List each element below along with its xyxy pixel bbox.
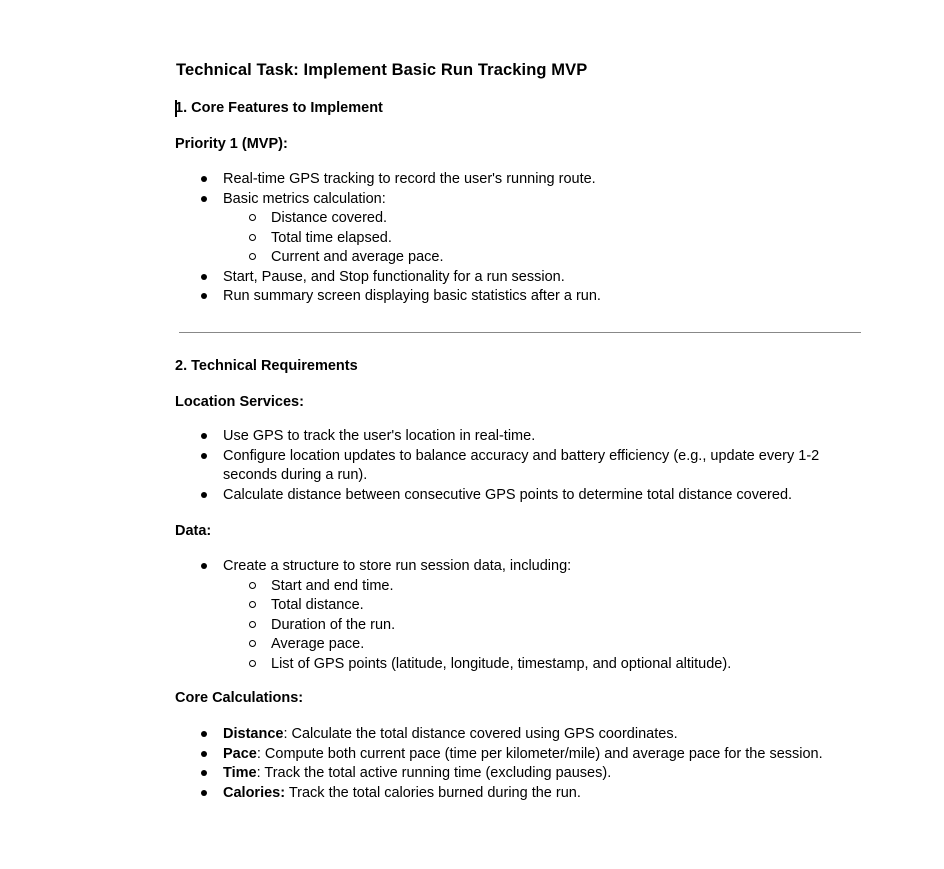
data-list — [175, 557, 855, 674]
list-item: Current and average pace. — [175, 248, 855, 268]
list-item: Start, Pause, and Stop functionality for a run session. — [175, 268, 855, 288]
hollow-bullet-icon — [247, 248, 257, 268]
core-calculations-list — [175, 725, 855, 803]
bullet-icon — [199, 745, 209, 765]
hollow-bullet-icon — [247, 209, 257, 229]
list-item: Distance: Calculate the total distance covered using GPS coordinates. — [175, 725, 855, 745]
list-item: Use GPS to track the user's location in real-time. — [175, 427, 845, 447]
subheading-priority-1: Priority 1 (MVP): — [175, 136, 288, 152]
list-item: Run summary screen displaying basic statistics after a run. — [175, 287, 855, 307]
list-item: Basic metrics calculation: — [175, 190, 855, 210]
bullet-icon — [199, 764, 209, 784]
hollow-bullet-icon — [247, 635, 257, 655]
hollow-bullet-icon — [247, 229, 257, 249]
subheading-data: Data: — [175, 523, 212, 539]
list-item: Configure location updates to balance accuracy and battery efficiency (e.g., update every 1-2 seconds during a run). — [175, 447, 845, 486]
hollow-bullet-icon — [247, 596, 257, 616]
list-item: Calculate distance between consecutive GPS points to determine total distance covered. — [175, 486, 845, 506]
subheading-location-services: Location Services: — [175, 394, 304, 410]
bullet-icon — [199, 557, 209, 577]
section-heading-technical-requirements: 2. Technical Requirements — [175, 358, 358, 374]
list-item: Average pace. — [175, 635, 855, 655]
hollow-bullet-icon — [247, 616, 257, 636]
list-item: List of GPS points (latitude, longitude, timestamp, and optional altitude). — [175, 655, 855, 675]
bullet-icon — [199, 268, 209, 288]
bullet-icon — [199, 486, 209, 506]
hollow-bullet-icon — [247, 655, 257, 675]
bullet-icon — [199, 287, 209, 307]
bullet-icon — [199, 725, 209, 745]
list-item: Start and end time. — [175, 577, 855, 597]
location-services-list — [175, 427, 845, 505]
list-item: Create a structure to store run session data, including: — [175, 557, 855, 577]
list-item: Real-time GPS tracking to record the user's running route. — [175, 170, 855, 190]
bullet-icon — [199, 784, 209, 804]
list-item: Calories: Track the total calories burned during the run. — [175, 784, 855, 804]
list-item: Pace: Compute both current pace (time per kilometer/mile) and average pace for the session. — [175, 745, 855, 765]
horizontal-divider — [179, 332, 861, 333]
list-item: Total distance. — [175, 596, 855, 616]
bullet-icon — [199, 427, 209, 447]
bullet-icon — [199, 447, 209, 467]
subheading-core-calculations: Core Calculations: — [175, 690, 304, 706]
core-features-list — [175, 170, 855, 307]
bullet-icon — [199, 190, 209, 210]
list-item: Duration of the run. — [175, 616, 855, 636]
hollow-bullet-icon — [247, 577, 257, 597]
list-item: Total time elapsed. — [175, 229, 855, 249]
document-title: Technical Task: Implement Basic Run Tracking MVP — [176, 61, 588, 79]
list-item: Time: Track the total active running time (excluding pauses). — [175, 764, 855, 784]
section-heading-core-features: 1. Core Features to Implement — [175, 100, 383, 116]
bullet-icon — [199, 170, 209, 190]
list-item: Distance covered. — [175, 209, 855, 229]
